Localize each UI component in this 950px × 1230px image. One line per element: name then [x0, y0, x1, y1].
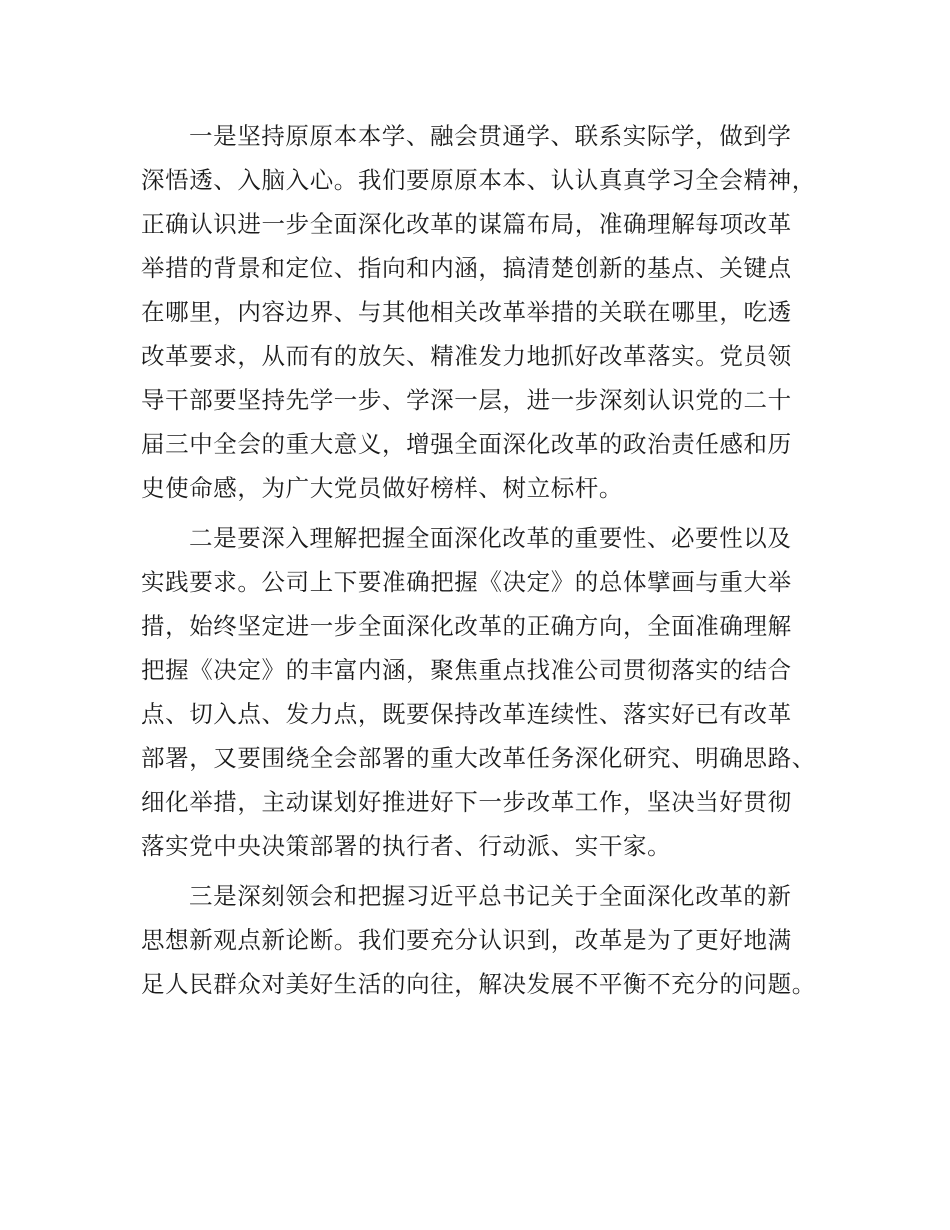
paragraph-line: 足人民群众对美好生活的向往，解决发展不平衡不充分的问题。 — [141, 970, 816, 998]
paragraph-line: 在哪里，内容边界、与其他相关改革举措的关联在哪里，吃透 — [141, 298, 792, 326]
paragraph-line: 史使命感，为广大党员做好榜样、树立标杆。 — [141, 474, 623, 502]
paragraph-line: 正确认识进一步全面深化改革的谋篇布局，准确理解每项改革 — [141, 210, 792, 238]
paragraph-line: 实践要求。公司上下要准确把握《决定》的总体擘画与重大举 — [141, 568, 792, 596]
paragraph-line: 三是深刻领会和把握习近平总书记关于全面深化改革的新 — [189, 882, 792, 910]
paragraph-line: 导干部要坚持先学一步、学深一层，进一步深刻认识党的二十 — [141, 386, 792, 414]
paragraph-line: 部署，又要围绕全会部署的重大改革任务深化研究、明确思路、 — [141, 744, 816, 772]
paragraph-line: 点、切入点、发力点，既要保持改革连续性、落实好已有改革 — [141, 700, 792, 728]
paragraph-line: 细化举措，主动谋划好推进好下一步改革工作，坚决当好贯彻 — [141, 788, 792, 816]
paragraph-line: 思想新观点新论断。我们要充分认识到，改革是为了更好地满 — [141, 926, 792, 954]
paragraph-line: 改革要求，从而有的放矢、精准发力地抓好改革落实。党员领 — [141, 342, 792, 370]
paragraph-line: 二是要深入理解把握全面深化改革的重要性、必要性以及 — [189, 524, 792, 552]
paragraph-line: 一是坚持原原本本学、融会贯通学、联系实际学，做到学 — [189, 122, 792, 150]
paragraph-line: 措，始终坚定进一步全面深化改革的正确方向，全面准确理解 — [141, 612, 792, 640]
paragraph-line: 深悟透、入脑入心。我们要原原本本、认认真真学习全会精神， — [141, 166, 816, 194]
paragraph-line: 举措的背景和定位、指向和内涵，搞清楚创新的基点、关键点 — [141, 254, 792, 282]
paragraph-line: 届三中全会的重大意义，增强全面深化改革的政治责任感和历 — [141, 430, 792, 458]
paragraph-line: 把握《决定》的丰富内涵，聚焦重点找准公司贯彻落实的结合 — [141, 656, 792, 684]
paragraph-line: 落实党中央决策部署的执行者、行动派、实干家。 — [141, 832, 672, 860]
